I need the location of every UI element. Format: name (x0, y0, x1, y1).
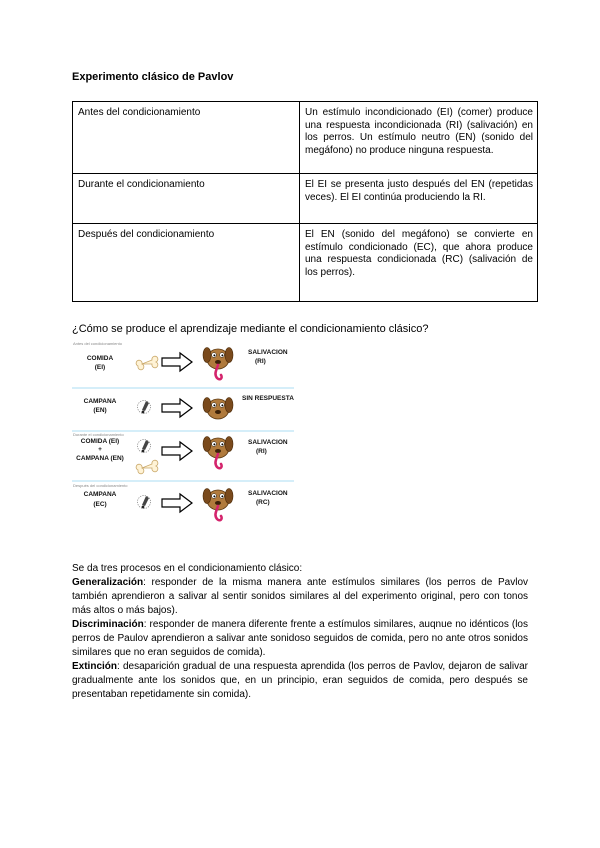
process-item (72, 576, 528, 618)
stimulus-label: COMIDA (EI) (80, 438, 120, 445)
stimulus-label: + (98, 446, 102, 453)
stimulus-label: CAMPANA (83, 398, 117, 405)
stage-cell: Después del condicionamiento (73, 224, 300, 302)
description-cell: Un estímulo incondicionado (EI) (comer) produce una respuesta incondicionada (RI) (salivación) en los perros. Un estímulo neutro (EN) (sonido del megáfono) no produce ninguna respuesta. (300, 102, 538, 174)
process-definition: : responder de manera diferente frente a estímulos similares, auqnue no idénticos (los perros de Paulov aprendieron a salivar ante sonidoso seguidos de comida, pero no ante otros sonidos similares que no eran seguidos de comida). (72, 619, 528, 658)
process-term: Extinción (72, 661, 118, 672)
stimulus-label: CAMPANA (EN) (76, 455, 124, 462)
question-heading: ¿Cómo se produce el aprendizaje mediante el condicionamiento clásico? (72, 323, 429, 335)
bell-icon (138, 440, 151, 453)
stage-cell: Durante el condicionamiento (73, 174, 300, 224)
row-caption: Durante el condicionamiento (73, 432, 124, 437)
description-cell: El EI se presenta justo después del EN (repetidas veces). El EI continúa produciendo la RI. (300, 174, 538, 224)
processes-intro: Se da tres procesos en el condicionamiento clásico: (72, 563, 303, 574)
process-term: Discriminación (72, 619, 144, 630)
process-item (72, 618, 528, 660)
table-row (73, 174, 538, 224)
arrow-icon (162, 494, 192, 512)
figure-row (73, 432, 288, 474)
table-row (73, 102, 538, 174)
figure-row (73, 483, 288, 520)
process-definition: : desaparición gradual de una respuesta aprendida (los perros de Pavlov, dejaron de salivar gradualmente ante los sonidos que, en un principio, eran seguidos de comida, pero después se presentaban repetidamente sin comida). (72, 661, 528, 700)
response-label: SIN RESPUESTA (242, 395, 294, 402)
stimulus-label: (EC) (93, 501, 107, 508)
arrow-icon (162, 399, 192, 417)
table-row (73, 224, 538, 302)
process-definition: : responder de la misma manera ante estímulos similares (los perros de Pavlov también aprendieron a salivar al sentir sonidos similares al del experimento original, pero con tonos más altos o más bajos). (72, 577, 528, 616)
response-label: SALIVACION (248, 439, 288, 446)
arrow-icon (162, 442, 192, 460)
bell-icon (138, 401, 151, 414)
arrow-icon (162, 353, 192, 371)
row-caption: Después del condicionamiento (73, 483, 128, 488)
bone-icon (136, 460, 158, 474)
response-label: SALIVACION (248, 490, 288, 497)
dog-icon (203, 398, 233, 420)
processes-section (72, 562, 528, 702)
document-title: Experimento clásico de Pavlov (72, 71, 234, 83)
pavlov-illustration (72, 340, 294, 530)
row-caption: Antes del condicionamiento (73, 341, 122, 346)
figure-row (84, 395, 294, 419)
stage-cell: Antes del condicionamiento (73, 102, 300, 174)
process-term: Generalización (72, 577, 144, 588)
bone-icon (136, 356, 158, 370)
response-label: SALIVACION (248, 349, 288, 356)
bell-icon (138, 496, 151, 509)
stimulus-label: CAMPANA (83, 491, 117, 498)
stimulus-label: (EN) (93, 407, 107, 414)
process-item (72, 660, 528, 702)
stimulus-label: (EI) (94, 364, 106, 371)
figure-row (73, 341, 288, 379)
response-label: (RI) (255, 358, 266, 365)
response-label: (RI) (256, 448, 267, 455)
stimulus-label: COMIDA (86, 355, 114, 362)
conditioning-table (72, 101, 538, 302)
response-label: (RC) (256, 499, 270, 506)
description-cell: El EN (sonido del megáfono) se convierte en estímulo condicionado (EC), que ahora produce una respuesta condicionada (RC) (salivación de los perros). (300, 224, 538, 302)
